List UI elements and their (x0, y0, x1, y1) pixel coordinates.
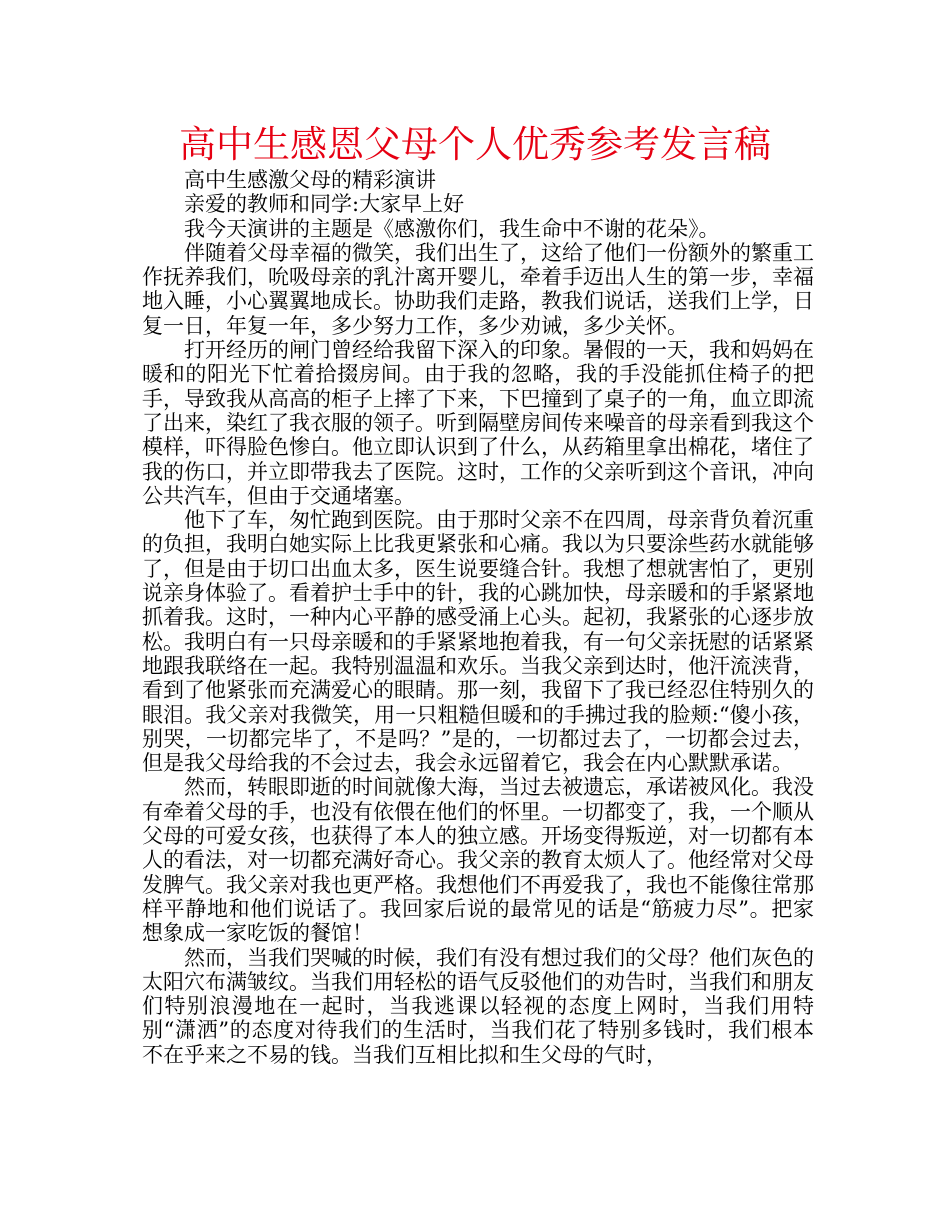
paragraph-greeting: 亲爱的教师和同学:大家早上好 (184, 192, 465, 217)
document-title: 高中生感恩父母个人优秀参考发言稿 (179, 123, 771, 166)
paragraph-memory: 打开经历的闸门曾经给我留下深入的印象。暑假的一天，我和妈妈在暖和的阳光下忙着拾掇房间。由于我的忽略，我的手没能抓住椅子的把手，导致我从高高的柜子上摔了下来，下巴撞到了桌子的一角，血立即流了出来，染红了我衣服的领子。听到隔壁房间传来噪音的母亲看到我这个模样，吓得脸色惨白。他立即认识到了什么，从药箱里拿出棉花，堵住了我的伤口，并立即带我去了医院。这时，工作的父亲听到这个音讯，冲向公共汽车，但由于交通堵塞。 (142, 338, 814, 508)
paragraph-upbringing: 伴随着父母幸福的微笑，我们出生了，这给了他们一份额外的繁重工作抚养我们，吮吸母亲的乳汁离开婴儿，牵着手迈出人生的第一步，幸福地入睡，小心翼翼地成长。协助我们走路，教我们说话，送我们上学，日复一日，年复一年，多少努力工作，多少劝诫，多少关怀。 (142, 240, 814, 338)
document-body (142, 168, 814, 1067)
paragraph-topic: 我今天演讲的主题是《感激你们，我生命中不谢的花朵》。 (184, 216, 720, 241)
paragraph-rebellion: 然而，转眼即逝的时间就像大海，当过去被遗忘，承诺被风化。我没有牵着父母的手，也没有依偎在他们的怀里。一切都变了，我，一个顺从父母的可爱女孩，也获得了本人的独立感。开场变得叛逆，对一切都有本人的看法，对一切都充满好奇心。我父亲的教育太烦人了。他经常对父母发脾气。我父亲对我也更严格。我想他们不再爱我了，我也不能像往常那样平静地和他们说话了。我回家后说的最常见的话是“筋疲力尽”。把家想象成一家吃饭的餐馆！ (142, 775, 814, 946)
paragraph-hospital: 他下了车，匆忙跑到医院。由于那时父亲不在四周，母亲背负着沉重的负担，我明白她实际上比我更紧张和心痛。我以为只要涂些药水就能够了，但是由于切口出血太多，医生说要缝合针。我想了想就害怕了，更别说亲身体验了。看着护士手中的针，我的心跳加快，母亲暖和的手紧紧地抓着我。这时，一种内心平静的感受涌上心头。起初，我紧张的心逐步放松。我明白有一只母亲暖和的手紧紧地抱着我，有一句父亲抚慰的话紧紧地跟我联络在一起。我特别温温和欢乐。当我父亲到达时，他汗流浃背，看到了他紧张而充满爱心的眼睛。那一刻，我留下了我已经忍住特别久的眼泪。我父亲对我微笑，用一只粗糙但暖和的手拂过我的脸颊:“傻小孩，别哭，一切都完毕了，不是吗？”是的，一切都过去了，一切都会过去，但是我父母给我的不会过去，我会永远留着它，我会在内心默默承诺。 (142, 508, 814, 776)
paragraph-reflection: 然而，当我们哭喊的时候，我们有没有想过我们的父母？他们灰色的太阳穴布满皱纹。当我们用轻松的语气反驳他们的劝告时，当我们和朋友们特别浪漫地在一起时，当我逃课以轻视的态度上网时，当我们用特别“潇洒”的态度对待我们的生活时，当我们花了特别多钱时，我们根本不在乎来之不易的钱。当我们互相比拟和生父母的气时， (142, 945, 814, 1067)
paragraph-speech-heading: 高中生感激父母的精彩演讲 (184, 168, 436, 192)
